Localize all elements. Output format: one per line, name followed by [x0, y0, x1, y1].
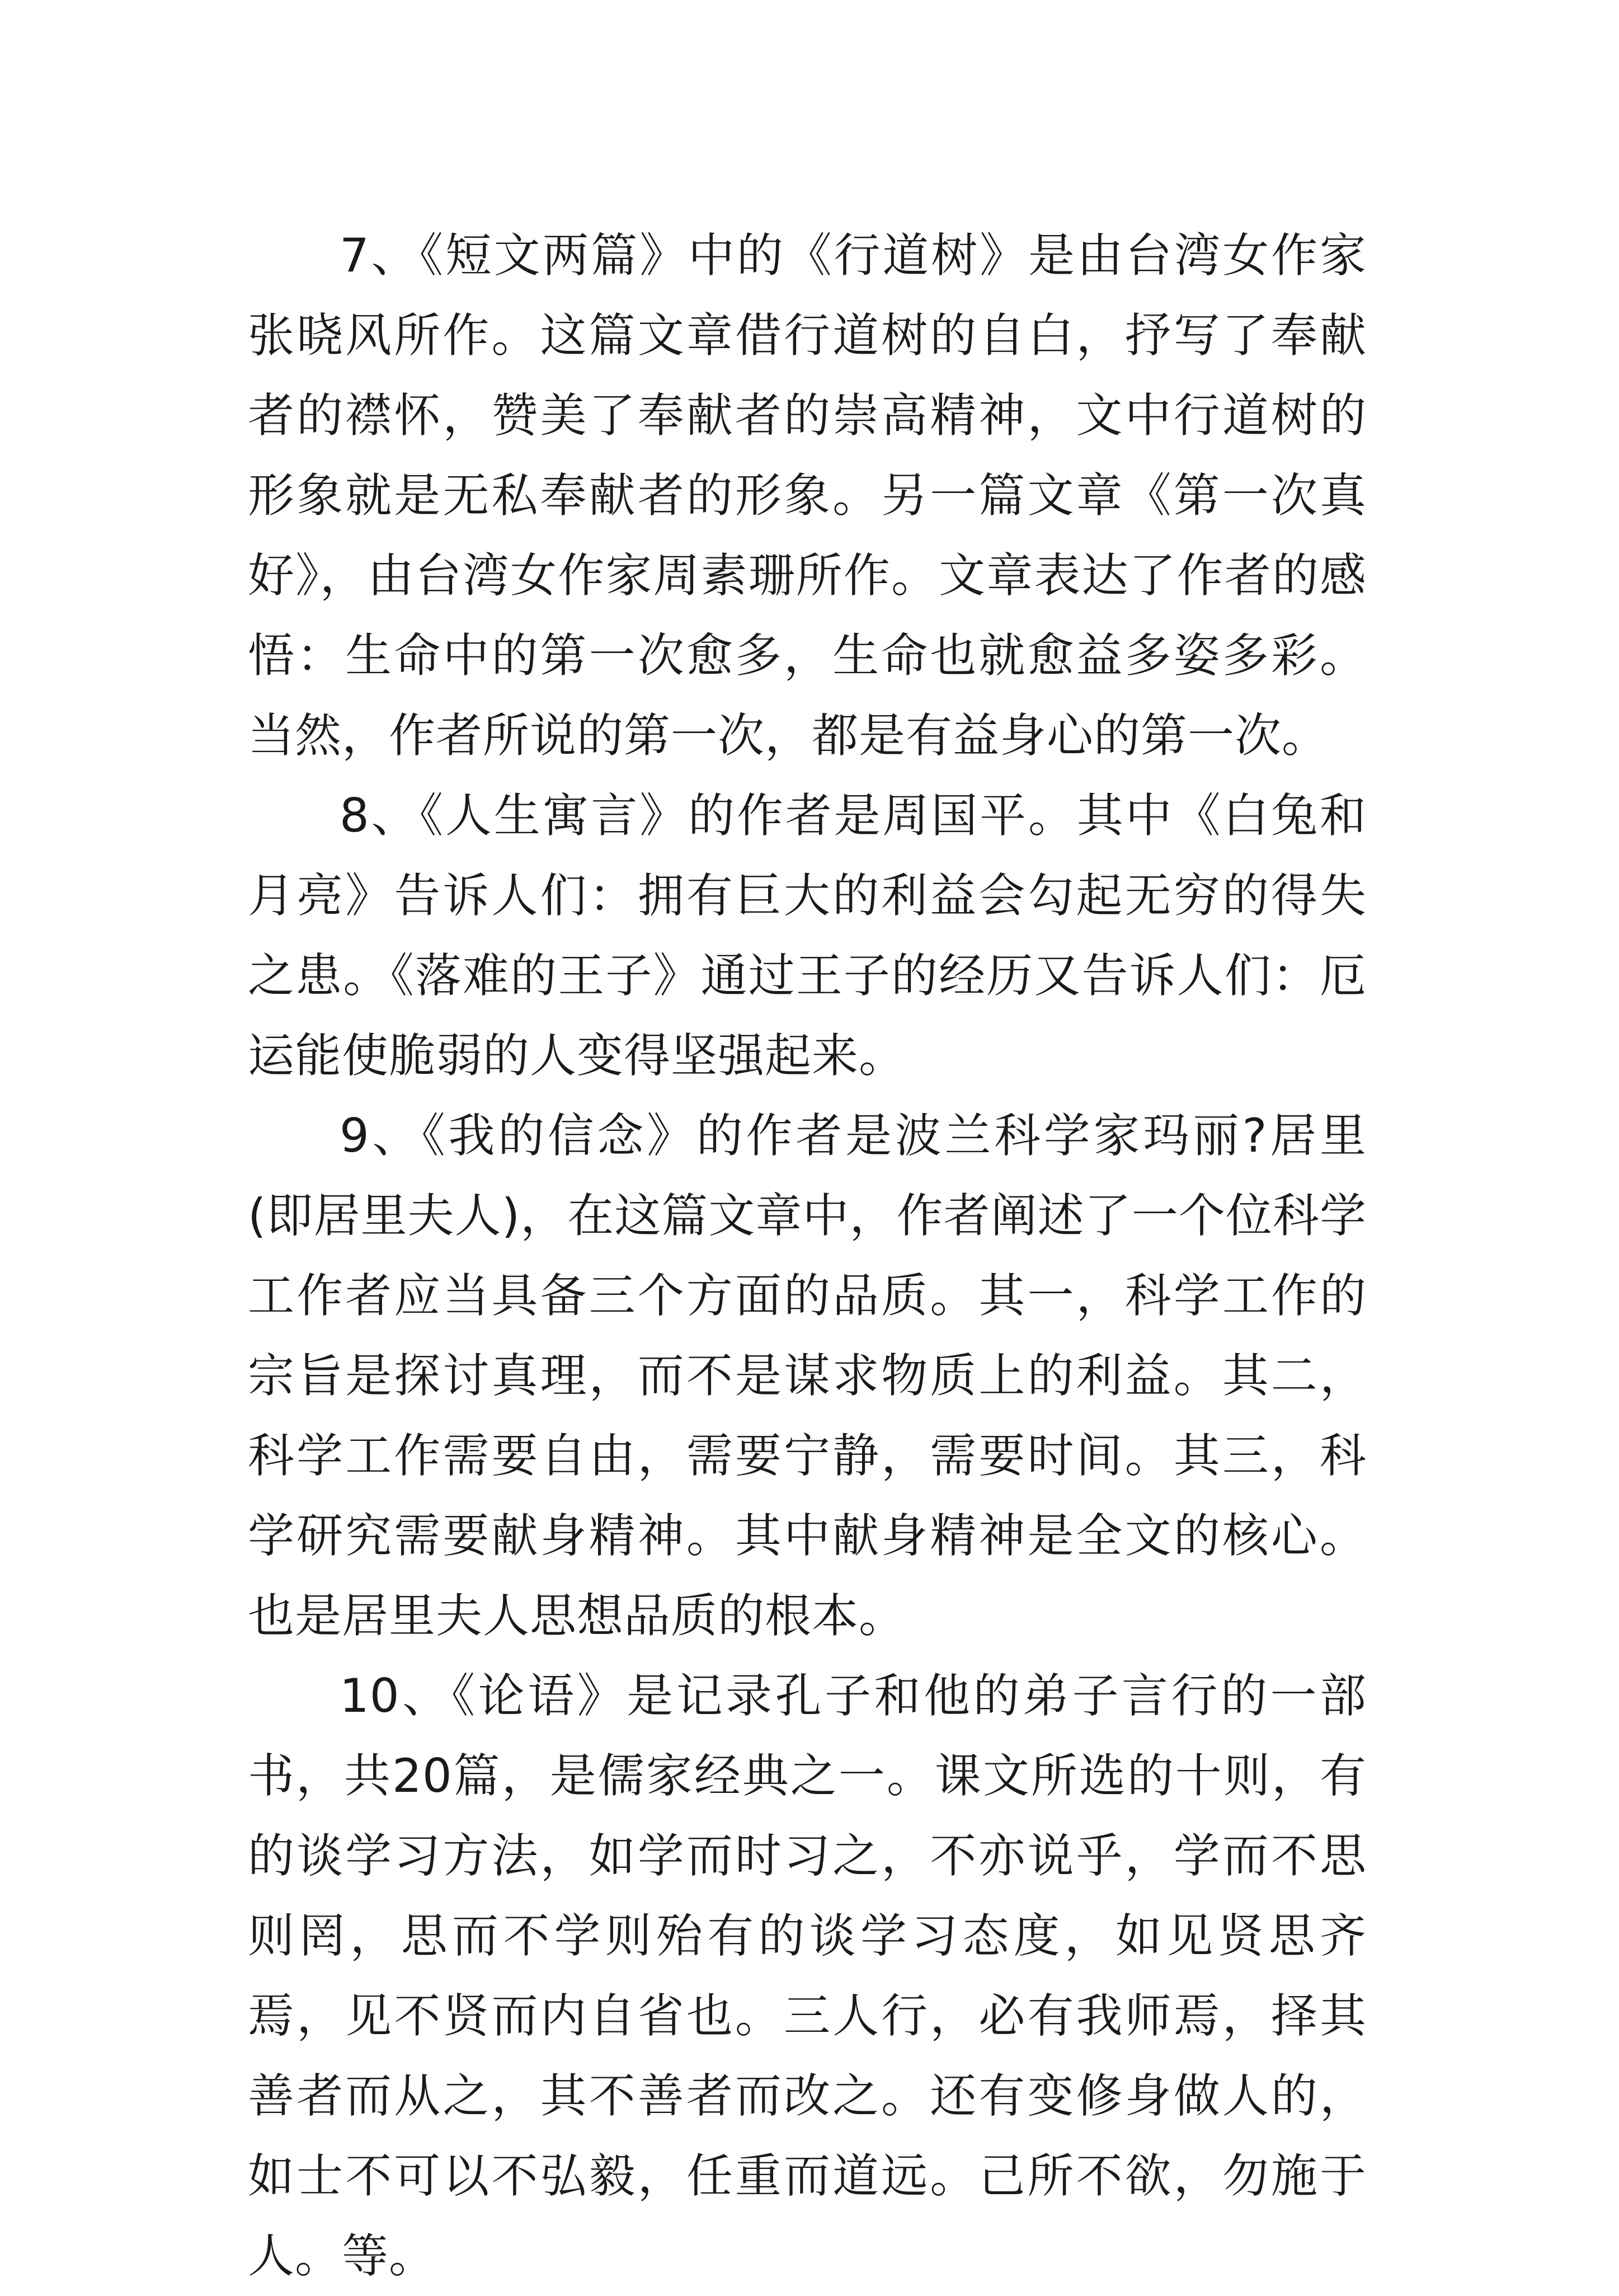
paragraph-7: 7、《短文两篇》中的《行道树》是由台湾女作家张晓风所作。这篇文章借行道树的自白，抒写了奉献者的襟怀，赞美了奉献者的崇高精神，文中行道树的形象就是无私奉献者的形象。另一篇文章《第一次真好》，由台湾女作家周素珊所作。文章表达了作者的感悟：生命中的第一次愈多，生命也就愈益多姿多彩。当然，作者所说的第一次，都是有益身心的第一次。: [248, 228, 1367, 763]
paragraph-8: 8、《人生寓言》的作者是周国平。其中《白兔和月亮》告诉人们：拥有巨大的利益会勾起无穷的得失之患。《落难的王子》通过王子的经历又告诉人们：厄运能使脆弱的人变得坚强起来。: [248, 788, 1367, 1083]
paragraph-10: 10、《论语》是记录孔子和他的弟子言行的一部书，共20篇，是儒家经典之一。课文所选的十则，有的谈学习方法，如学而时习之，不亦说乎，学而不思则罔，思而不学则殆有的谈学习态度，如见贤思齐焉，见不贤而内自省也。三人行，必有我师焉，择其善者而从之，其不善者而改之。还有变修身做人的，如士不可以不弘毅，任重而道远。己所不欲，勿施于人。等。: [248, 1669, 1367, 2283]
paragraph-9: 9、《我的信念》的作者是波兰科学家玛丽?居里(即居里夫人)，在这篇文章中，作者阐述了一个位科学工作者应当具备三个方面的品质。其一，科学工作的宗旨是探讨真理，而不是谋求物质上的利益。其二，科学工作需要自由，需要宁静，需要时间。其三，科学研究需要献身精神。其中献身精神是全文的核心。也是居里夫人思想品质的根本。: [248, 1109, 1367, 1643]
document-body: [248, 215, 1367, 2296]
